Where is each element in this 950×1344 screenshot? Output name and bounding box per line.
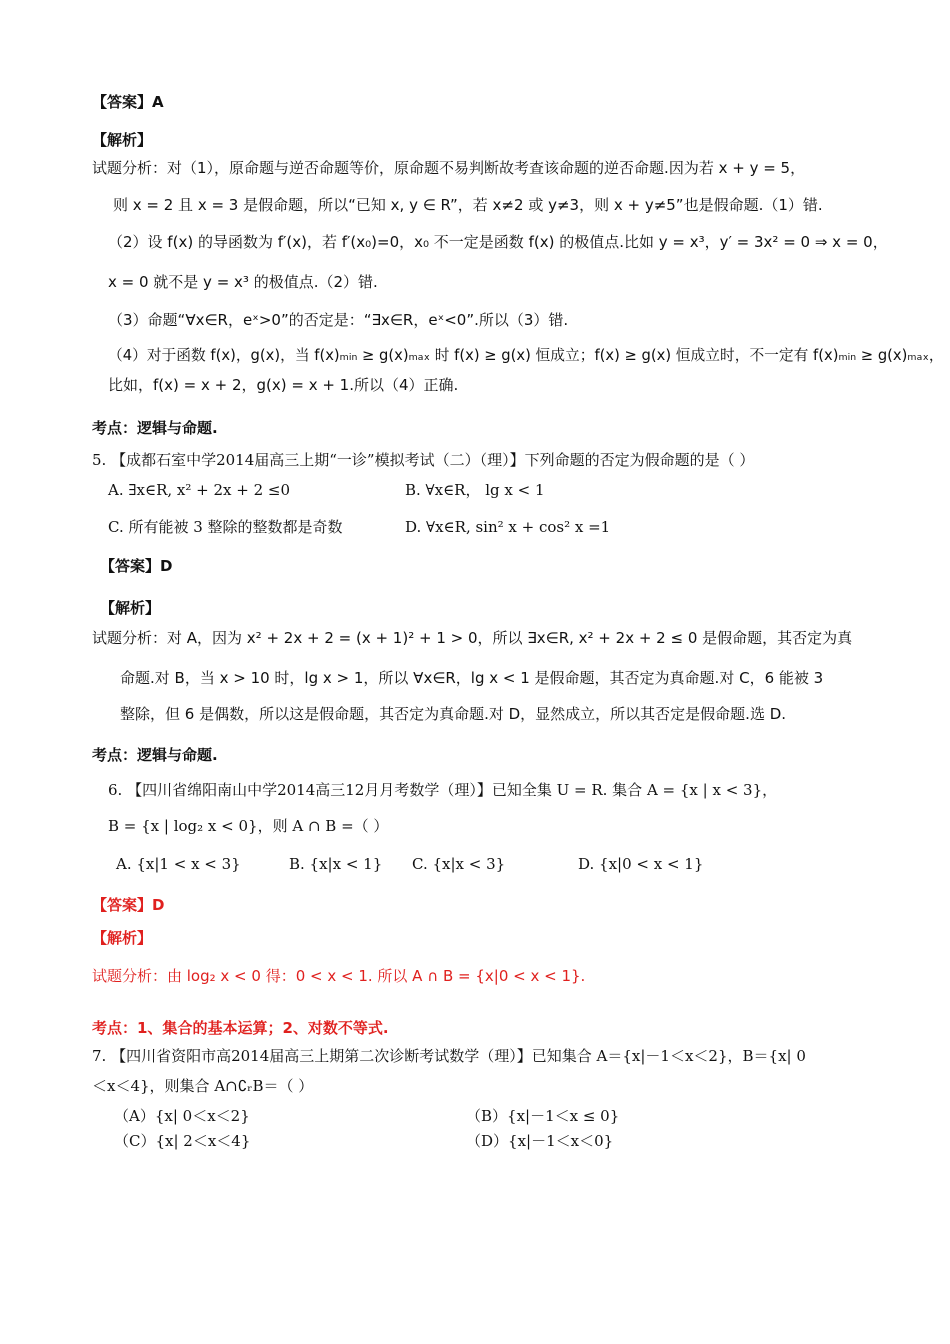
analysis-label: 【解析】 bbox=[92, 131, 153, 149]
option-c: （C）{x| 2＜x＜4} bbox=[114, 1132, 251, 1150]
analysis-label: 【解析】 bbox=[100, 599, 161, 617]
answer-label: 【答案】D bbox=[92, 896, 165, 914]
analysis-line: （3）命题“∀x∈R，eˣ>0”的否定是：“∃x∈R，eˣ<0”.所以（3）错. bbox=[108, 311, 569, 329]
option-c: C. {x|x < 3} bbox=[412, 855, 506, 873]
analysis-line: 试题分析：由 log₂ x < 0 得：0 < x < 1. 所以 A ∩ B = {x|0 < x < 1}. bbox=[92, 967, 586, 985]
option-b: B. {x|x < 1} bbox=[289, 855, 383, 873]
analysis-label: 【解析】 bbox=[92, 929, 153, 947]
answer-label: 【答案】D bbox=[100, 557, 173, 575]
analysis-line: 试题分析：对（1），原命题与逆否命题等价，原命题不易判断故考查该命题的逆否命题.因为若 x + y = 5， bbox=[92, 159, 806, 177]
option-a: A. ∃x∈R, x² + 2x + 2 ≤0 bbox=[108, 481, 291, 499]
analysis-line: 整除，但 6 是偶数，所以这是假命题，其否定为真命题.对 D，显然成立，所以其否定是假命题.选 D. bbox=[120, 705, 787, 723]
option-d: （D）{x|－1＜x＜0} bbox=[466, 1132, 614, 1150]
kaodian-note: 考点：逻辑与命题. bbox=[92, 419, 218, 437]
kaodian-note: 考点：逻辑与命题. bbox=[92, 746, 218, 764]
option-d: D. {x|0 < x < 1} bbox=[578, 855, 704, 873]
question-stem: B = {x | log₂ x < 0}，则 A ∩ B =（ ） bbox=[108, 817, 389, 835]
option-c: C. 所有能被 3 整除的整数都是奇数 bbox=[108, 518, 343, 536]
option-b: B. ∀x∈R， lg x < 1 bbox=[405, 481, 545, 499]
analysis-line: 命题.对 B，当 x > 10 时，lg x > 1，所以 ∀x∈R，lg x < 1 是假命题，其否定为真命题.对 C，6 能被 3 bbox=[120, 669, 824, 687]
option-b: （B）{x|－1＜x ≤ 0} bbox=[466, 1107, 620, 1125]
option-d: D. ∀x∈R, sin² x + cos² x =1 bbox=[405, 518, 611, 536]
question-stem: 5. 【成都石室中学2014届高三上期“一诊”模拟考试（二）（理）】下列命题的否定为假命题的是（ ） bbox=[92, 451, 755, 469]
question-stem: ＜x＜4}，则集合 A∩∁ᵣB＝（ ） bbox=[92, 1077, 314, 1095]
option-a: A. {x|1 < x < 3} bbox=[116, 855, 241, 873]
question-stem: 7. 【四川省资阳市高2014届高三上期第二次诊断考试数学（理）】已知集合 A＝{x|－1＜x＜2}，B＝{x| 0 bbox=[92, 1047, 806, 1065]
analysis-line: 比如，f(x) = x + 2，g(x) = x + 1.所以（4）正确. bbox=[108, 376, 459, 394]
analysis-line: （2）设 f(x) 的导函数为 f′(x)，若 f′(x₀)=0，x₀ 不一定是函数 f(x) 的极值点.比如 y = x³，y′ = 3x² = 0 ⇒ x = 0， bbox=[108, 233, 888, 251]
option-a: （A）{x| 0＜x＜2} bbox=[114, 1107, 250, 1125]
analysis-line: x = 0 就不是 y = x³ 的极值点.（2）错. bbox=[108, 273, 378, 291]
analysis-line: 试题分析：对 A，因为 x² + 2x + 2 = (x + 1)² + 1 > 0，所以 ∃x∈R, x² + 2x + 2 ≤ 0 是假命题，其否定为真 bbox=[92, 629, 853, 647]
analysis-line: 则 x = 2 且 x = 3 是假命题，所以“已知 x, y ∈ R”，若 x≠2 或 y≠3，则 x + y≠5”也是假命题.（1）错. bbox=[113, 196, 823, 214]
kaodian-note: 考点：1、集合的基本运算；2、对数不等式. bbox=[92, 1019, 389, 1037]
answer-label: 【答案】A bbox=[92, 93, 164, 111]
question-stem: 6. 【四川省绵阳南山中学2014高三12月月考数学（理）】已知全集 U = R. 集合 A = {x | x < 3}， bbox=[108, 781, 778, 799]
analysis-line: （4）对于函数 f(x)，g(x)，当 f(x)ₘᵢₙ ≥ g(x)ₘₐₓ 时 f(x) ≥ g(x) 恒成立；f(x) ≥ g(x) 恒成立时，不一定有 f(x)ₘᵢₙ ≥ g(x)ₘₐₓ， bbox=[108, 346, 944, 364]
